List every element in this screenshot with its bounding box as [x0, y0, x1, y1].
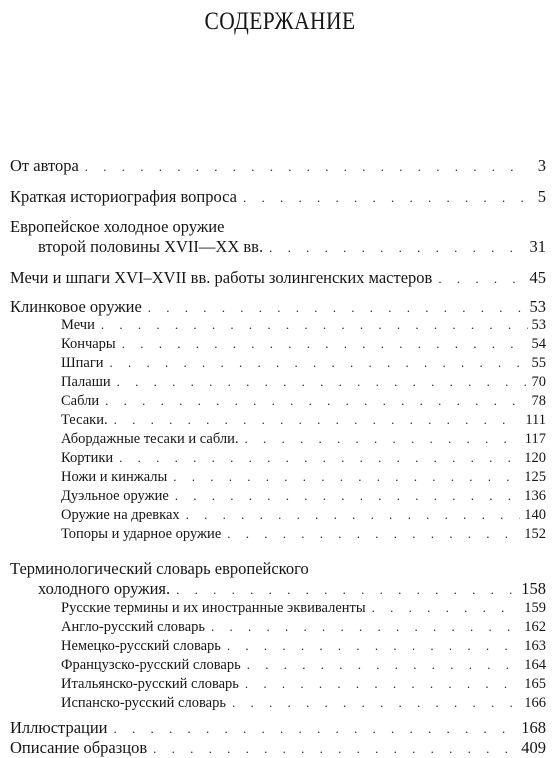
toc-entry-title: Шпаги: [61, 355, 104, 371]
toc-entry-title: Описание образцов: [10, 738, 148, 757]
toc-entry-title: Абордажные тесаки и сабли.: [61, 431, 239, 447]
toc-entry-title: Итальянско-русский словарь: [61, 676, 239, 692]
toc-entry-dictionary[interactable]: [38, 579, 546, 599]
toc-entry-title: Оружие на древках: [61, 507, 180, 523]
dot-leader: [243, 190, 528, 206]
dot-leader: [269, 240, 525, 256]
toc-page-number: 53: [529, 297, 546, 316]
toc-subentry[interactable]: [61, 469, 546, 486]
toc-entry-title: Топоры и ударное оружие: [61, 526, 222, 542]
toc-page-number: 164: [524, 657, 546, 673]
dot-leader: [245, 431, 521, 447]
dot-leader: [153, 741, 517, 757]
toc-subentry[interactable]: [61, 638, 546, 655]
toc-subentry[interactable]: [61, 676, 546, 693]
toc-entry-from-author[interactable]: [10, 156, 546, 176]
toc-page-number: 168: [521, 718, 546, 737]
toc-subentry[interactable]: [61, 600, 546, 617]
dot-leader: [211, 619, 520, 635]
toc-subentry[interactable]: [61, 336, 546, 353]
dot-leader: [122, 336, 528, 352]
toc-page-number: 120: [524, 450, 546, 466]
dot-leader: [372, 600, 521, 616]
toc-entry-blade-weapons[interactable]: [10, 297, 546, 317]
toc-entry-solingen[interactable]: [10, 268, 546, 288]
dot-leader: [114, 412, 522, 428]
toc-entry-title: Французско-русский словарь: [61, 657, 241, 673]
toc-subentry[interactable]: [61, 412, 546, 429]
toc-entry-title: Англо-русский словарь: [61, 619, 206, 635]
toc-entry-title: Палаши: [61, 374, 111, 390]
toc-page-number: 165: [524, 676, 546, 692]
dot-leader: [173, 469, 520, 485]
dot-leader: [114, 721, 518, 737]
toc-page-number: 54: [531, 336, 546, 352]
toc-entry-title: Ножи и кинжалы: [61, 469, 168, 485]
toc-page-number: 159: [524, 600, 546, 616]
toc-entry-illustrations[interactable]: [10, 718, 546, 738]
dot-leader: [245, 676, 520, 692]
dot-leader: [247, 657, 521, 673]
toc-entry-title: Сабли: [61, 393, 100, 409]
toc-entry-dictionary-line1: Терминологический словарь европейского: [10, 559, 309, 578]
toc-subentry[interactable]: [61, 393, 546, 410]
dot-leader: [186, 507, 521, 523]
toc-entry-title: второй половины XVII—XX вв.: [38, 237, 264, 256]
toc-subentry[interactable]: [61, 507, 546, 524]
toc-page-number: 78: [531, 393, 546, 409]
toc-page-number: 163: [524, 638, 546, 654]
toc-entry-european[interactable]: [38, 237, 546, 257]
toc-entry-historiography[interactable]: [10, 187, 546, 207]
toc-page-number: 140: [524, 507, 546, 523]
dot-leader: [232, 695, 520, 711]
toc-entry-title: Русские термины и их иностранные эквиваленты: [61, 600, 366, 616]
toc-page-number: 5: [537, 187, 546, 206]
toc-page-number: 70: [531, 374, 546, 390]
dot-leader: [85, 159, 528, 175]
page-title: СОДЕРЖАНИЕ: [204, 8, 356, 35]
toc-subentry[interactable]: [61, 619, 546, 636]
toc-entry-title: Иллюстрации: [10, 718, 108, 737]
toc-page-number: 117: [524, 431, 546, 447]
toc-entry-title: Клинковое оружие: [10, 297, 142, 316]
toc-entry-title: Дуэльное оружие: [61, 488, 169, 504]
toc-page-number: 152: [524, 526, 546, 542]
toc-page-number: 111: [525, 412, 546, 428]
toc-subentry[interactable]: [61, 450, 546, 467]
toc-entry-title: Краткая историография вопроса: [10, 187, 237, 206]
toc-entry-title: Испанско-русский словарь: [61, 695, 226, 711]
toc-subentry[interactable]: [61, 488, 546, 505]
toc-entry-descriptions[interactable]: [10, 738, 546, 758]
dot-leader: [175, 488, 520, 504]
toc-page-number: 136: [524, 488, 546, 504]
toc-page-number: 166: [524, 695, 546, 711]
toc-subentry[interactable]: [61, 431, 546, 448]
toc-entry-title: Немецко-русский словарь: [61, 638, 221, 654]
dot-leader: [227, 638, 520, 654]
toc-subentry[interactable]: [61, 695, 546, 712]
toc-page-number: 45: [529, 268, 546, 287]
dot-leader: [176, 582, 517, 598]
toc-page-number: 3: [537, 156, 546, 175]
dot-leader: [117, 374, 528, 390]
toc-entry-title: холодного оружия.: [38, 579, 171, 598]
dot-leader: [148, 300, 526, 316]
toc-entry-title: Мечи и шпаги XVI–XVII вв. работы золингенских мастеров: [10, 268, 433, 287]
toc-page-number: 53: [531, 317, 546, 333]
toc-entry-title: Кортики: [61, 450, 114, 466]
toc-subentry[interactable]: [61, 374, 546, 391]
toc-subentry[interactable]: [61, 657, 546, 674]
toc-page-number: 409: [521, 738, 546, 757]
toc-subentry[interactable]: [61, 317, 546, 334]
toc-entry-title: Тесаки.: [61, 412, 108, 428]
toc-entry-title: Мечи: [61, 317, 95, 333]
dot-leader: [438, 271, 525, 287]
toc-subentry[interactable]: [61, 355, 546, 372]
dot-leader: [101, 317, 528, 333]
toc-page-number: 162: [524, 619, 546, 635]
toc-entry-title: От автора: [10, 156, 79, 175]
toc-page-number: 125: [524, 469, 546, 485]
toc-page-number: 55: [531, 355, 546, 371]
dot-leader: [110, 355, 528, 371]
dot-leader: [105, 393, 527, 409]
toc-page-number: 158: [521, 579, 546, 598]
dot-leader: [119, 450, 520, 466]
dot-leader: [227, 526, 520, 542]
toc-entry-european-line1: Европейское холодное оружие: [10, 217, 225, 236]
toc-subentry[interactable]: [61, 526, 546, 543]
toc-page-number: 31: [529, 237, 546, 256]
toc-entry-title: Кончары: [61, 336, 116, 352]
